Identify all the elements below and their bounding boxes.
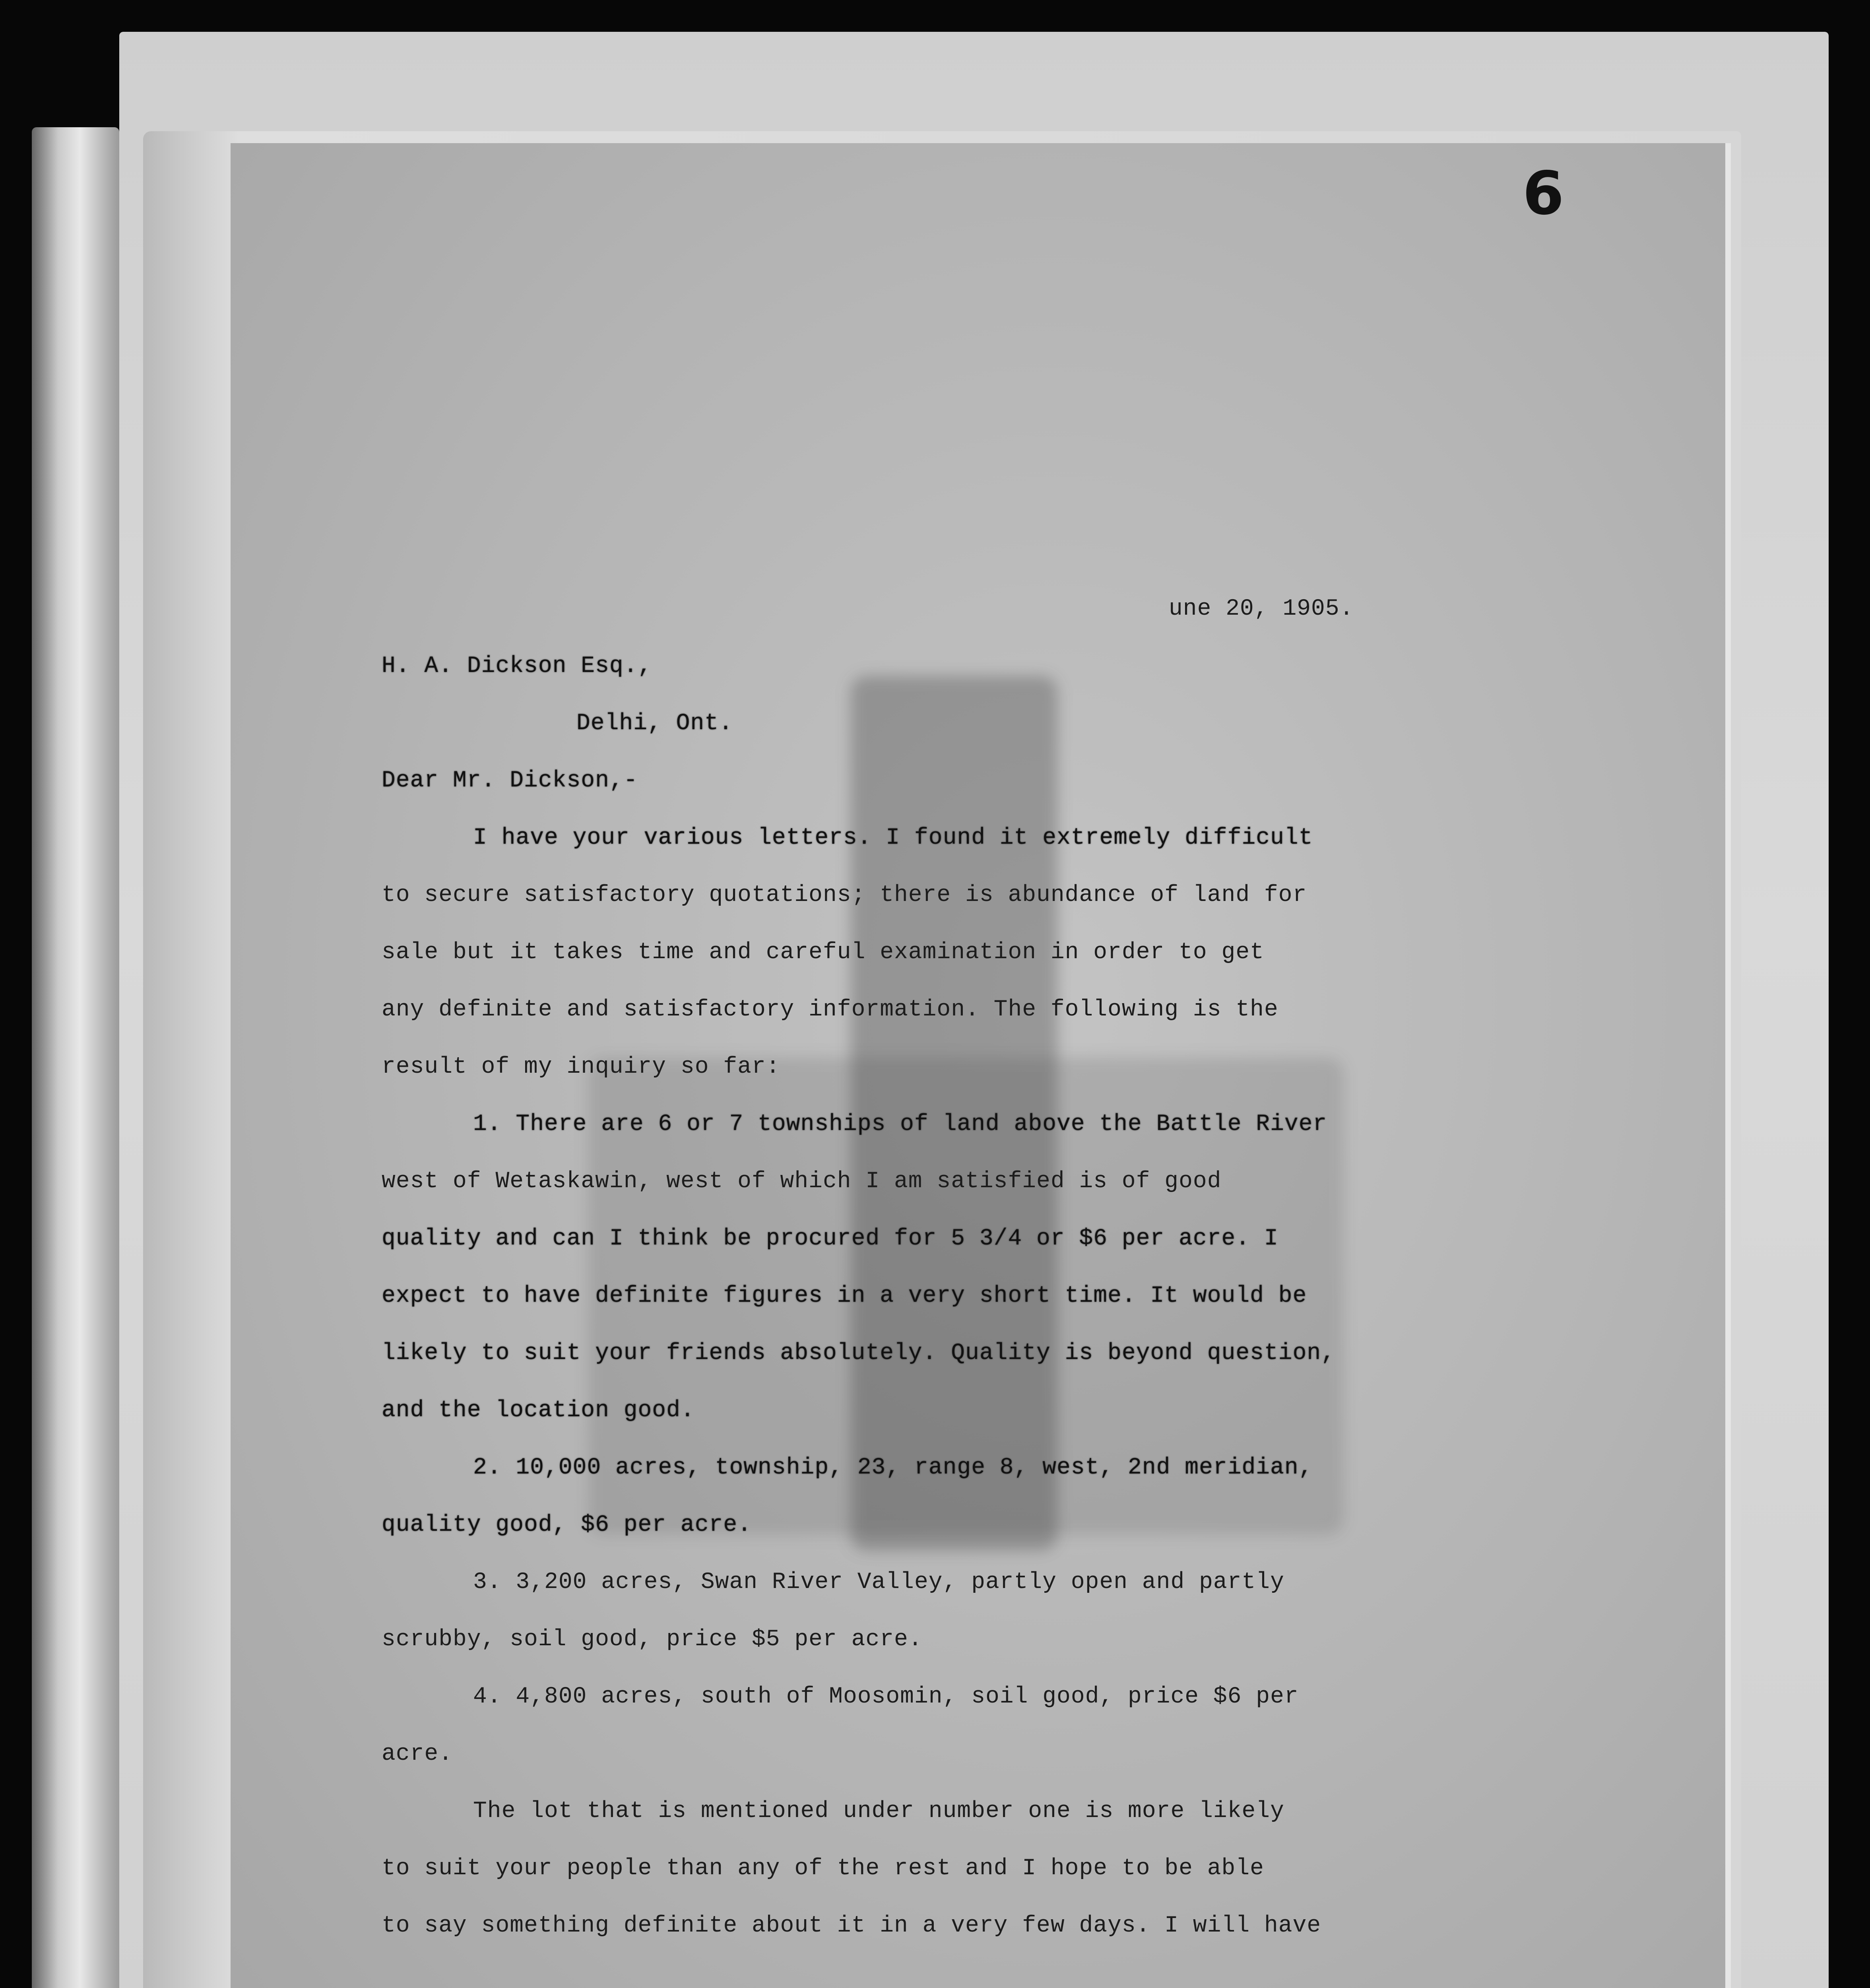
- letter-line: likely to suit your friends absolutely. Quality is beyond question,: [382, 1340, 1335, 1366]
- salutation: Dear Mr. Dickson,-: [382, 768, 638, 794]
- letter-line: 1. There are 6 or 7 townships of land above the Battle River: [473, 1111, 1327, 1137]
- addressee-location: Delhi, Ont.: [576, 711, 733, 736]
- letter-line: sale but it takes time and careful examination in order to get: [382, 940, 1264, 965]
- letter-line: quality good, $6 per acre.: [382, 1512, 752, 1538]
- letter-line: to suit your people than any of the rest and I hope to be able: [382, 1856, 1264, 1881]
- letter-line: to secure satisfactory quotations; there is abundance of land for: [382, 882, 1307, 908]
- addressee-name: H. A. Dickson Esq.,: [382, 653, 652, 679]
- rolled-page-edge: [32, 127, 119, 1988]
- letter-line: west of Wetaskawin, west of which I am satisfied is of good: [382, 1169, 1222, 1194]
- letter-line: The lot that is mentioned under number one is more likely: [473, 1798, 1284, 1824]
- letter-line: result of my inquiry so far:: [382, 1054, 780, 1080]
- letter-line: 3. 3,200 acres, Swan River Valley, partly open and partly: [473, 1569, 1284, 1595]
- letter-line: quality and can I think be procured for 5 3/4 or $6 per acre. I: [382, 1226, 1278, 1252]
- letter-line: any definite and satisfactory information. The following is the: [382, 997, 1278, 1023]
- letter-line: acre.: [382, 1741, 453, 1767]
- letter-line: expect to have definite figures in a very short time. It would be: [382, 1283, 1307, 1309]
- letter-date: une 20, 1905.: [1169, 596, 1354, 622]
- page-number: 6: [1523, 159, 1564, 228]
- letter-line: 4. 4,800 acres, south of Moosomin, soil good, price $6 per: [473, 1684, 1299, 1710]
- letter-line: 2. 10,000 acres, township, 23, range 8, west, 2nd meridian,: [473, 1455, 1313, 1481]
- letter-line: I have your various letters. I found it extremely difficult: [473, 825, 1313, 851]
- letter-line: and the location good.: [382, 1398, 695, 1423]
- letter-line: scrubby, soil good, price $5 per acre.: [382, 1627, 923, 1652]
- letter-body: [382, 580, 1558, 1955]
- letter-line: to say something definite about it in a very few days. I will have: [382, 1913, 1321, 1939]
